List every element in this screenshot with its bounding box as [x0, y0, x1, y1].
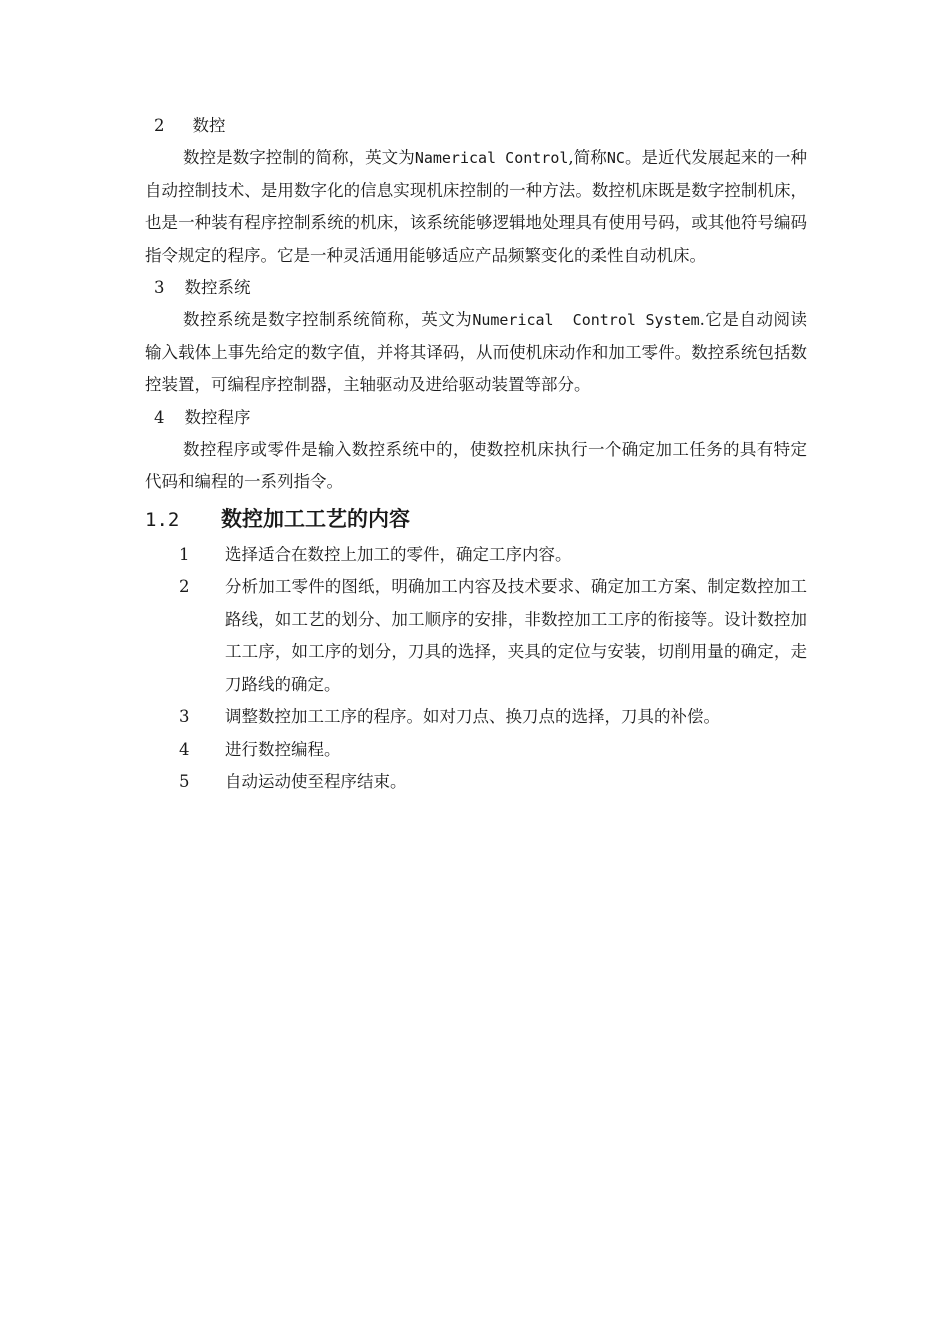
list-item-index: 2 [179, 577, 190, 596]
section-number: 1.2 [145, 508, 180, 531]
paragraph-control-program: 数控程序或零件是输入数控系统中的，使数控机床执行一个确定加工任务的具有特定代码和编程的一系列指令。 [145, 439, 807, 491]
subheading-title: 数控程序 [184, 407, 251, 427]
list-item-index: 3 [179, 707, 190, 726]
section-heading [145, 499, 807, 539]
subheading-number: 2 [154, 116, 165, 135]
subheading-control-program [145, 402, 807, 434]
list-item-index: 1 [179, 544, 190, 564]
document-page [145, 110, 807, 799]
list-item-text: 调整数控加工工序的程序。如对刀点、换刀点的选择，刀具的补偿。 [225, 707, 720, 726]
list-item [145, 539, 807, 572]
list-item [145, 766, 807, 799]
subheading-title: 数控系统 [184, 278, 251, 297]
section-title: 数控加工工艺的内容 [221, 506, 410, 531]
subheading-control-system [145, 272, 807, 304]
list-item-index: 5 [179, 772, 190, 791]
list-item-text: 进行数控编程。 [225, 739, 341, 759]
list-item-text: 选择适合在数控上加工的零件，确定工序内容。 [225, 544, 572, 564]
list-item-index: 4 [179, 739, 190, 759]
paragraph-numerical-control: 数控是数字控制的简称，英文为Namerical Control,简称NC。是近代发展起来的一种自动控制技术、是用数字化的信息实现机床控制的一种方法。数控机床既是数字控制机床，也是一种装有程序控制系统的机床，该系统能够逻辑地处理具有使用号码，或其他符号编码指令规定的程序。它是一种灵活通用能够适应产品频繁变化的柔性自动机床。 [145, 148, 808, 265]
list-item-text: 分析加工零件的图纸，明确加工内容及技术要求、确定加工方案、制定数控加工路线，如工艺的划分、加工顺序的安排，非数控加工工序的衔接等。设计数控加工工序，如工序的划分，刀具的选择，夹具的定位与安装，切削用量的确定，走刀路线的确定。 [225, 577, 807, 694]
list-item [145, 701, 807, 734]
list-item [145, 571, 807, 701]
paragraph-control-system: 数控系统是数字控制系统简称，英文为Numerical Control System.它是自动阅读输入载体上事先给定的数字值，并将其译码，从而使机床动作和加工零件。数控系统包括数控装置，可编程序控制器，主轴驱动及进给驱动装置等部分。 [145, 310, 807, 394]
list-item-text: 自动运动使至程序结束。 [225, 772, 407, 791]
subheading-numerical-control [145, 110, 807, 142]
list-item [145, 734, 807, 767]
subheading-title: 数控 [192, 116, 226, 135]
subheading-number: 3 [154, 278, 165, 297]
subheading-number: 4 [154, 407, 165, 427]
process-content-list [145, 539, 807, 799]
